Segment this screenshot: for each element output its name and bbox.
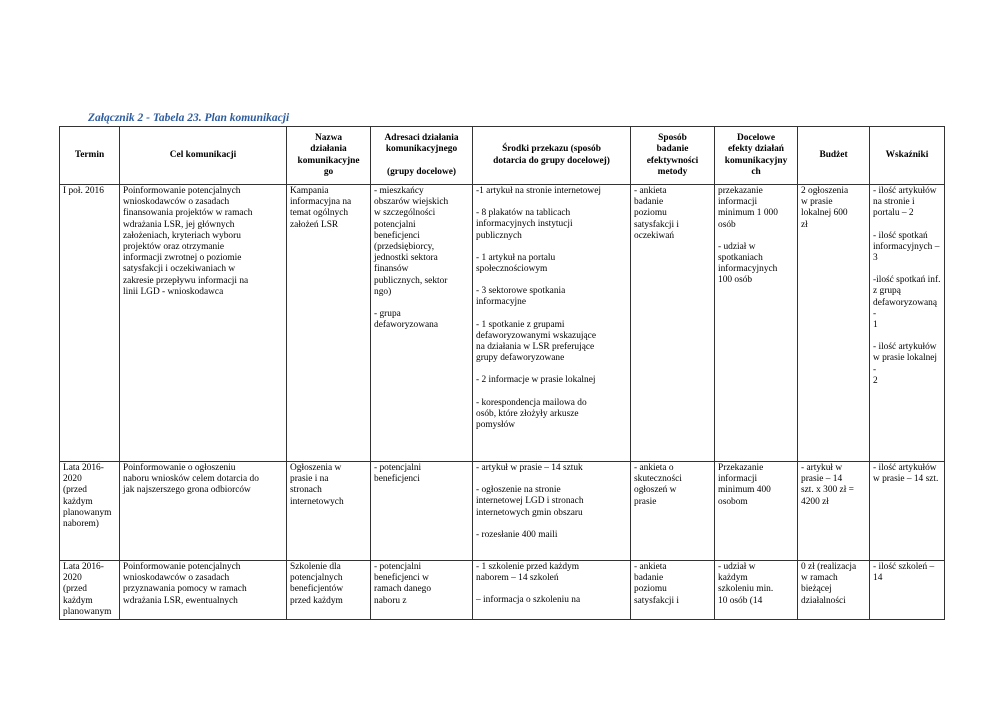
cell-adresaci bbox=[371, 185, 473, 462]
list-item: - korespondencja mailowa do osób, które złożyły arkusze pomysłów bbox=[476, 397, 587, 431]
cell-wskazniki bbox=[870, 462, 945, 561]
list-item: - ilość artykułów w prasie – 14 szt. bbox=[873, 463, 939, 485]
header-srodki: Środki przekazu (sposób dotarcia do grupy docelowej) bbox=[473, 127, 631, 185]
cell-efekty bbox=[715, 561, 798, 620]
list-item: - udział w spotkaniach informacyjnych 100 osób bbox=[718, 241, 778, 286]
cell-srodki bbox=[473, 561, 631, 620]
cell-termin: Lata 2016-2020 (przed każdym planowanym naborem) bbox=[60, 462, 120, 561]
cell-srodki bbox=[473, 462, 631, 561]
header-nazwa: Nazwa działania komunikacyjne go bbox=[287, 127, 371, 185]
cell-nazwa: Kampania informacyjna na temat ogólnych założeń LSR bbox=[287, 185, 371, 462]
cell-cel: Poinformowanie potencjalnych wnioskodawców o zasadach przyznawania pomocy w ramach wdrażania LSR, ewentualnych bbox=[120, 561, 287, 620]
table-row bbox=[60, 462, 945, 561]
header-cel: Cel komunikacji bbox=[120, 127, 287, 185]
list-item: - 2 informacje w prasie lokalnej bbox=[476, 375, 596, 386]
list-item: - rozesłanie 400 maili bbox=[476, 529, 558, 540]
list-item: -ilość spotkań inf. z grupą defaworyzowaną - 1 bbox=[873, 275, 941, 331]
cell-nazwa: Ogłoszenia w prasie i na stronach internetowych bbox=[287, 462, 371, 561]
cell-budzet bbox=[798, 462, 870, 561]
list-item: - potencjalni beneficjenci bbox=[374, 463, 422, 485]
cell-srodki bbox=[473, 185, 631, 462]
cell-adresaci bbox=[371, 462, 473, 561]
list-item: - potencjalni beneficjenci w ramach danego naboru z bbox=[374, 562, 432, 606]
header-wskazniki: Wskaźniki bbox=[870, 127, 945, 185]
list-item: - grupa defaworyzowana bbox=[374, 309, 439, 331]
list-item: -1 artykuł na stronie internetowej bbox=[476, 186, 601, 196]
list-item: - ankieta badanie poziomu satysfakcji i oczekiwań bbox=[634, 186, 680, 241]
header-sposob: Sposób badanie efektywności metody bbox=[631, 127, 715, 185]
list-item: - ilość artykułów w prasie lokalnej - 2 bbox=[873, 342, 938, 386]
list-item: - 3 sektorowe spotkania informacyjne bbox=[476, 286, 566, 308]
list-item: - ogłoszenie na stronie internetowej LGD i stronach internetowych gmin obszaru bbox=[476, 485, 584, 518]
cell-nazwa: Szkolenie dla potencjalnych beneficjentów przed każdym bbox=[287, 561, 371, 620]
list-item: 0 zł (realizacja w ramach bieżącej działalności bbox=[801, 562, 857, 606]
header-efekty: Docelowe efekty działań komunikacyjny ch bbox=[715, 127, 798, 185]
header-budzet: Budżet bbox=[798, 127, 870, 185]
list-item: - mieszkańcy obszarów wiejskich w szczególności potencjalni beneficjenci (przedsiębiorcy, jednostki sektora finansów publicznych, sektor ngo) bbox=[374, 186, 449, 297]
list-item: - 1 spotkanie z grupami defaworyzowanymi wskazujące na działania w LSR preferujące grupy defaworyzowane bbox=[476, 319, 596, 364]
header-row bbox=[60, 127, 945, 185]
cell-termin: Lata 2016-2020 (przed każdym planowanym bbox=[60, 561, 120, 620]
cell-adresaci bbox=[371, 561, 473, 620]
list-item: - 8 plakatów na tablicach informacyjnych instytucji publicznych bbox=[476, 208, 573, 241]
cell-sposob bbox=[631, 561, 715, 620]
list-item: - ilość spotkań informacyjnych – 3 bbox=[873, 230, 940, 264]
cell-sposob bbox=[631, 462, 715, 561]
cell-cel: Poinformowanie potencjalnych wnioskodawców o zasadach finansowania projektów w ramach wdrażania LSR, jej głównych założeniach, kryteriach wyboru projektów oraz otrzymanie informacji zwrotnej o poziomie satysfakcji i oczekiwaniach w zakresie przepływu informacji na linii LGD - wnioskodawca bbox=[120, 185, 287, 462]
list-item: - udział w każdym szkoleniu min. 10 osób (14 bbox=[718, 562, 774, 606]
cell-wskazniki bbox=[870, 185, 945, 462]
cell-budzet bbox=[798, 561, 870, 620]
cell-cel: Poinformowanie o ogłoszeniu naboru wniosków celem dotarcia do jak najszerszego grona odbiorców bbox=[120, 462, 287, 561]
cell-wskazniki bbox=[870, 561, 945, 620]
cell-sposob bbox=[631, 185, 715, 462]
list-item: 2 ogłoszenia w prasie lokalnej 600 zł bbox=[801, 186, 849, 230]
list-item: - 1 szkolenie przed każdym naborem – 14 szkoleń bbox=[476, 562, 580, 584]
communication-plan-table bbox=[59, 126, 945, 620]
list-item: - artykuł w prasie – 14 sztuk bbox=[476, 463, 583, 473]
list-item: - ankieta badanie poziomu satysfakcji i bbox=[634, 562, 680, 606]
cell-efekty bbox=[715, 185, 798, 462]
cell-efekty bbox=[715, 462, 798, 561]
list-item: - ankieta o skuteczności ogłoszeń w prasie bbox=[634, 463, 682, 507]
list-item: - artykuł w prasie – 14 szt. x 300 zł = 4200 zł bbox=[801, 463, 854, 507]
list-item: – informacja o szkoleniu na bbox=[476, 595, 581, 606]
list-item: - ilość szkoleń – 14 bbox=[873, 562, 935, 584]
table-row bbox=[60, 185, 945, 462]
list-item: przekazanie informacji minimum 1 000 osób bbox=[718, 186, 778, 230]
header-termin: Termin bbox=[60, 127, 120, 185]
header-adresaci: Adresaci działania komunikacyjnego (grupy docelowe) bbox=[371, 127, 473, 185]
list-item: - ilość artykułów na stronie i portalu – 2 bbox=[873, 186, 937, 219]
list-item: Przekazanie informacji minimum 400 osobom bbox=[718, 463, 771, 507]
cell-budzet bbox=[798, 185, 870, 462]
cell-termin: I poł. 2016 bbox=[60, 185, 120, 462]
table-caption: Załącznik 2 - Tabela 23. Plan komunikacji bbox=[88, 112, 290, 124]
table-row bbox=[60, 561, 945, 620]
list-item: - 1 artykuł na portalu społecznościowym bbox=[476, 252, 556, 275]
